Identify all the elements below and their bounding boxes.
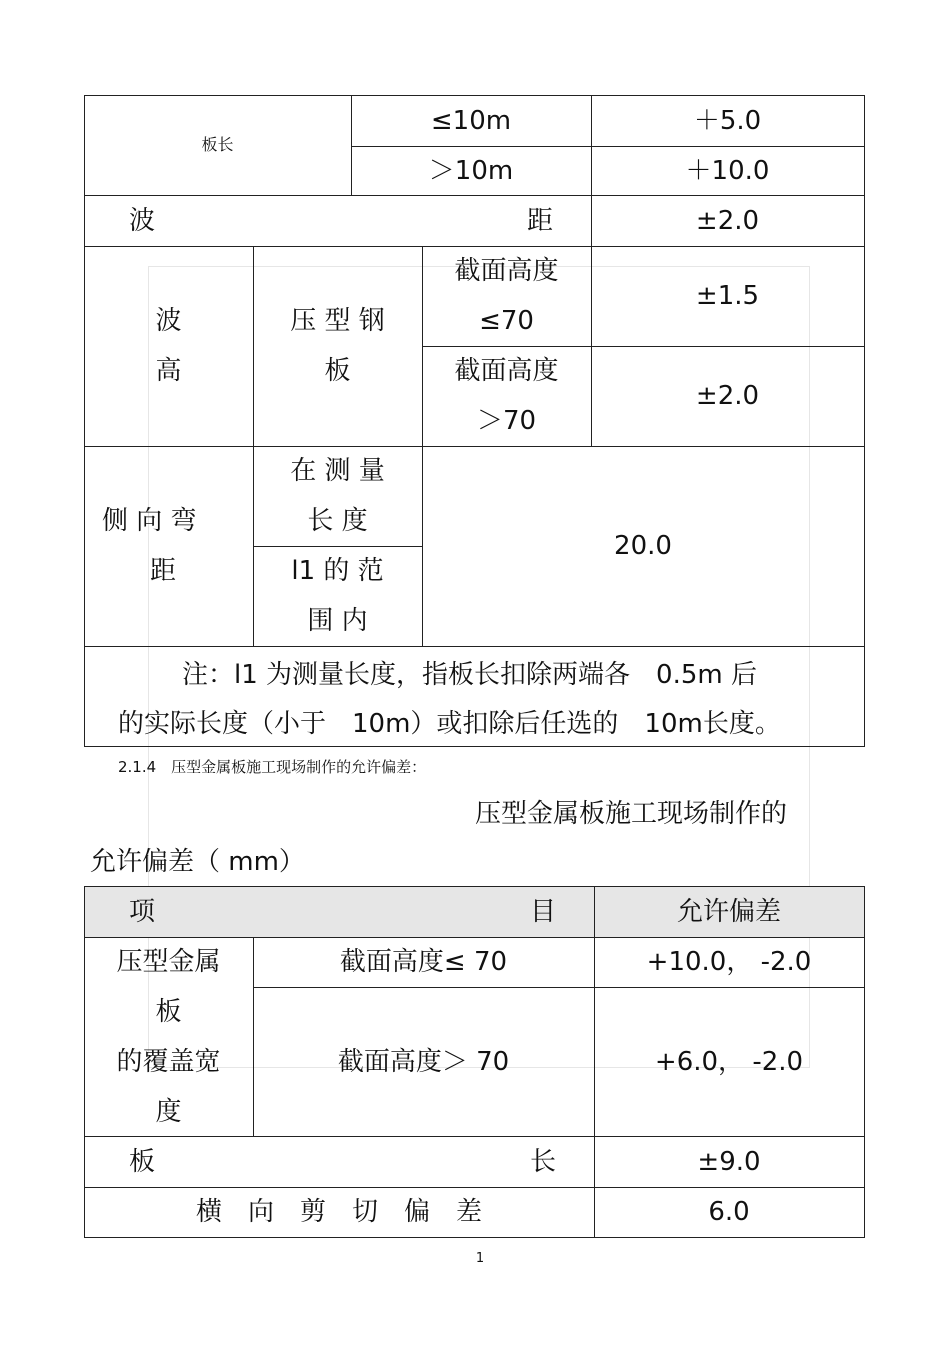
board-length-row-label: 板 长 [129, 1146, 556, 1177]
wave-height-case-2: 截面高度 ＞70 [454, 356, 559, 436]
wave-height-value-1: ±1.5 [695, 281, 760, 311]
note-line-1: 注：l1 为测量长度，指板长扣除两端各 0.5m 后 [182, 660, 757, 690]
wave-height-case-1: 截面高度 ≤70 [454, 256, 559, 336]
cross-cut-value: 6.0 [708, 1197, 750, 1227]
board-length-label: 板长 [201, 135, 234, 154]
table-caption-line-1: 压型金属板施工现场制作的 [475, 799, 788, 829]
page-number: 1 [475, 1251, 485, 1266]
wave-height-label: 波 高 [155, 306, 182, 386]
table-caption-line-2: 允许偏差（ mm） [90, 847, 305, 877]
note-line-2: 的实际长度（小于 10m）或扣除后任选的 10m长度。 [118, 709, 781, 739]
board-length-value-2: ＋10.0 [685, 155, 770, 186]
lateral-bend-range-top: 在 测 量 长 度 [290, 456, 385, 536]
lateral-bend-label: 侧 向 弯 距 [102, 506, 197, 586]
table-note [84, 646, 865, 746]
header-item: 项 目 [129, 896, 556, 927]
board-length-value-1: ＋5.0 [693, 105, 762, 136]
cover-width-condition-2: 截面高度＞ 70 [337, 1046, 510, 1077]
wave-pitch-label: 波 距 [129, 205, 553, 236]
board-length-row-value: ±9.0 [697, 1146, 761, 1177]
cover-width-label: 压型金属 板 的覆盖宽 度 [116, 946, 221, 1127]
board-length-range-1: ≤10m [430, 105, 512, 136]
header-deviation: 允许偏差 [676, 896, 781, 927]
cover-width-value-1: +10.0， -2.0 [646, 947, 812, 977]
section-heading: 2.1.4 压型金属板施工现场制作的允许偏差： [118, 758, 427, 776]
cover-width-value-2: +6.0， -2.0 [654, 1046, 804, 1077]
lateral-bend-range-bottom: l1 的 范 围 内 [291, 556, 384, 636]
cover-width-condition-1: 截面高度≤ 70 [339, 947, 508, 977]
cross-cut-label: 横 向 剪 切 偏 差 [195, 1197, 482, 1227]
lateral-bend-value: 20.0 [614, 531, 672, 561]
wave-height-value-2: ±2.0 [695, 381, 760, 411]
wave-height-material: 压 型 钢 板 [290, 306, 385, 386]
wave-pitch-value: ±2.0 [695, 205, 760, 236]
board-length-range-2: ＞10m [428, 155, 514, 186]
